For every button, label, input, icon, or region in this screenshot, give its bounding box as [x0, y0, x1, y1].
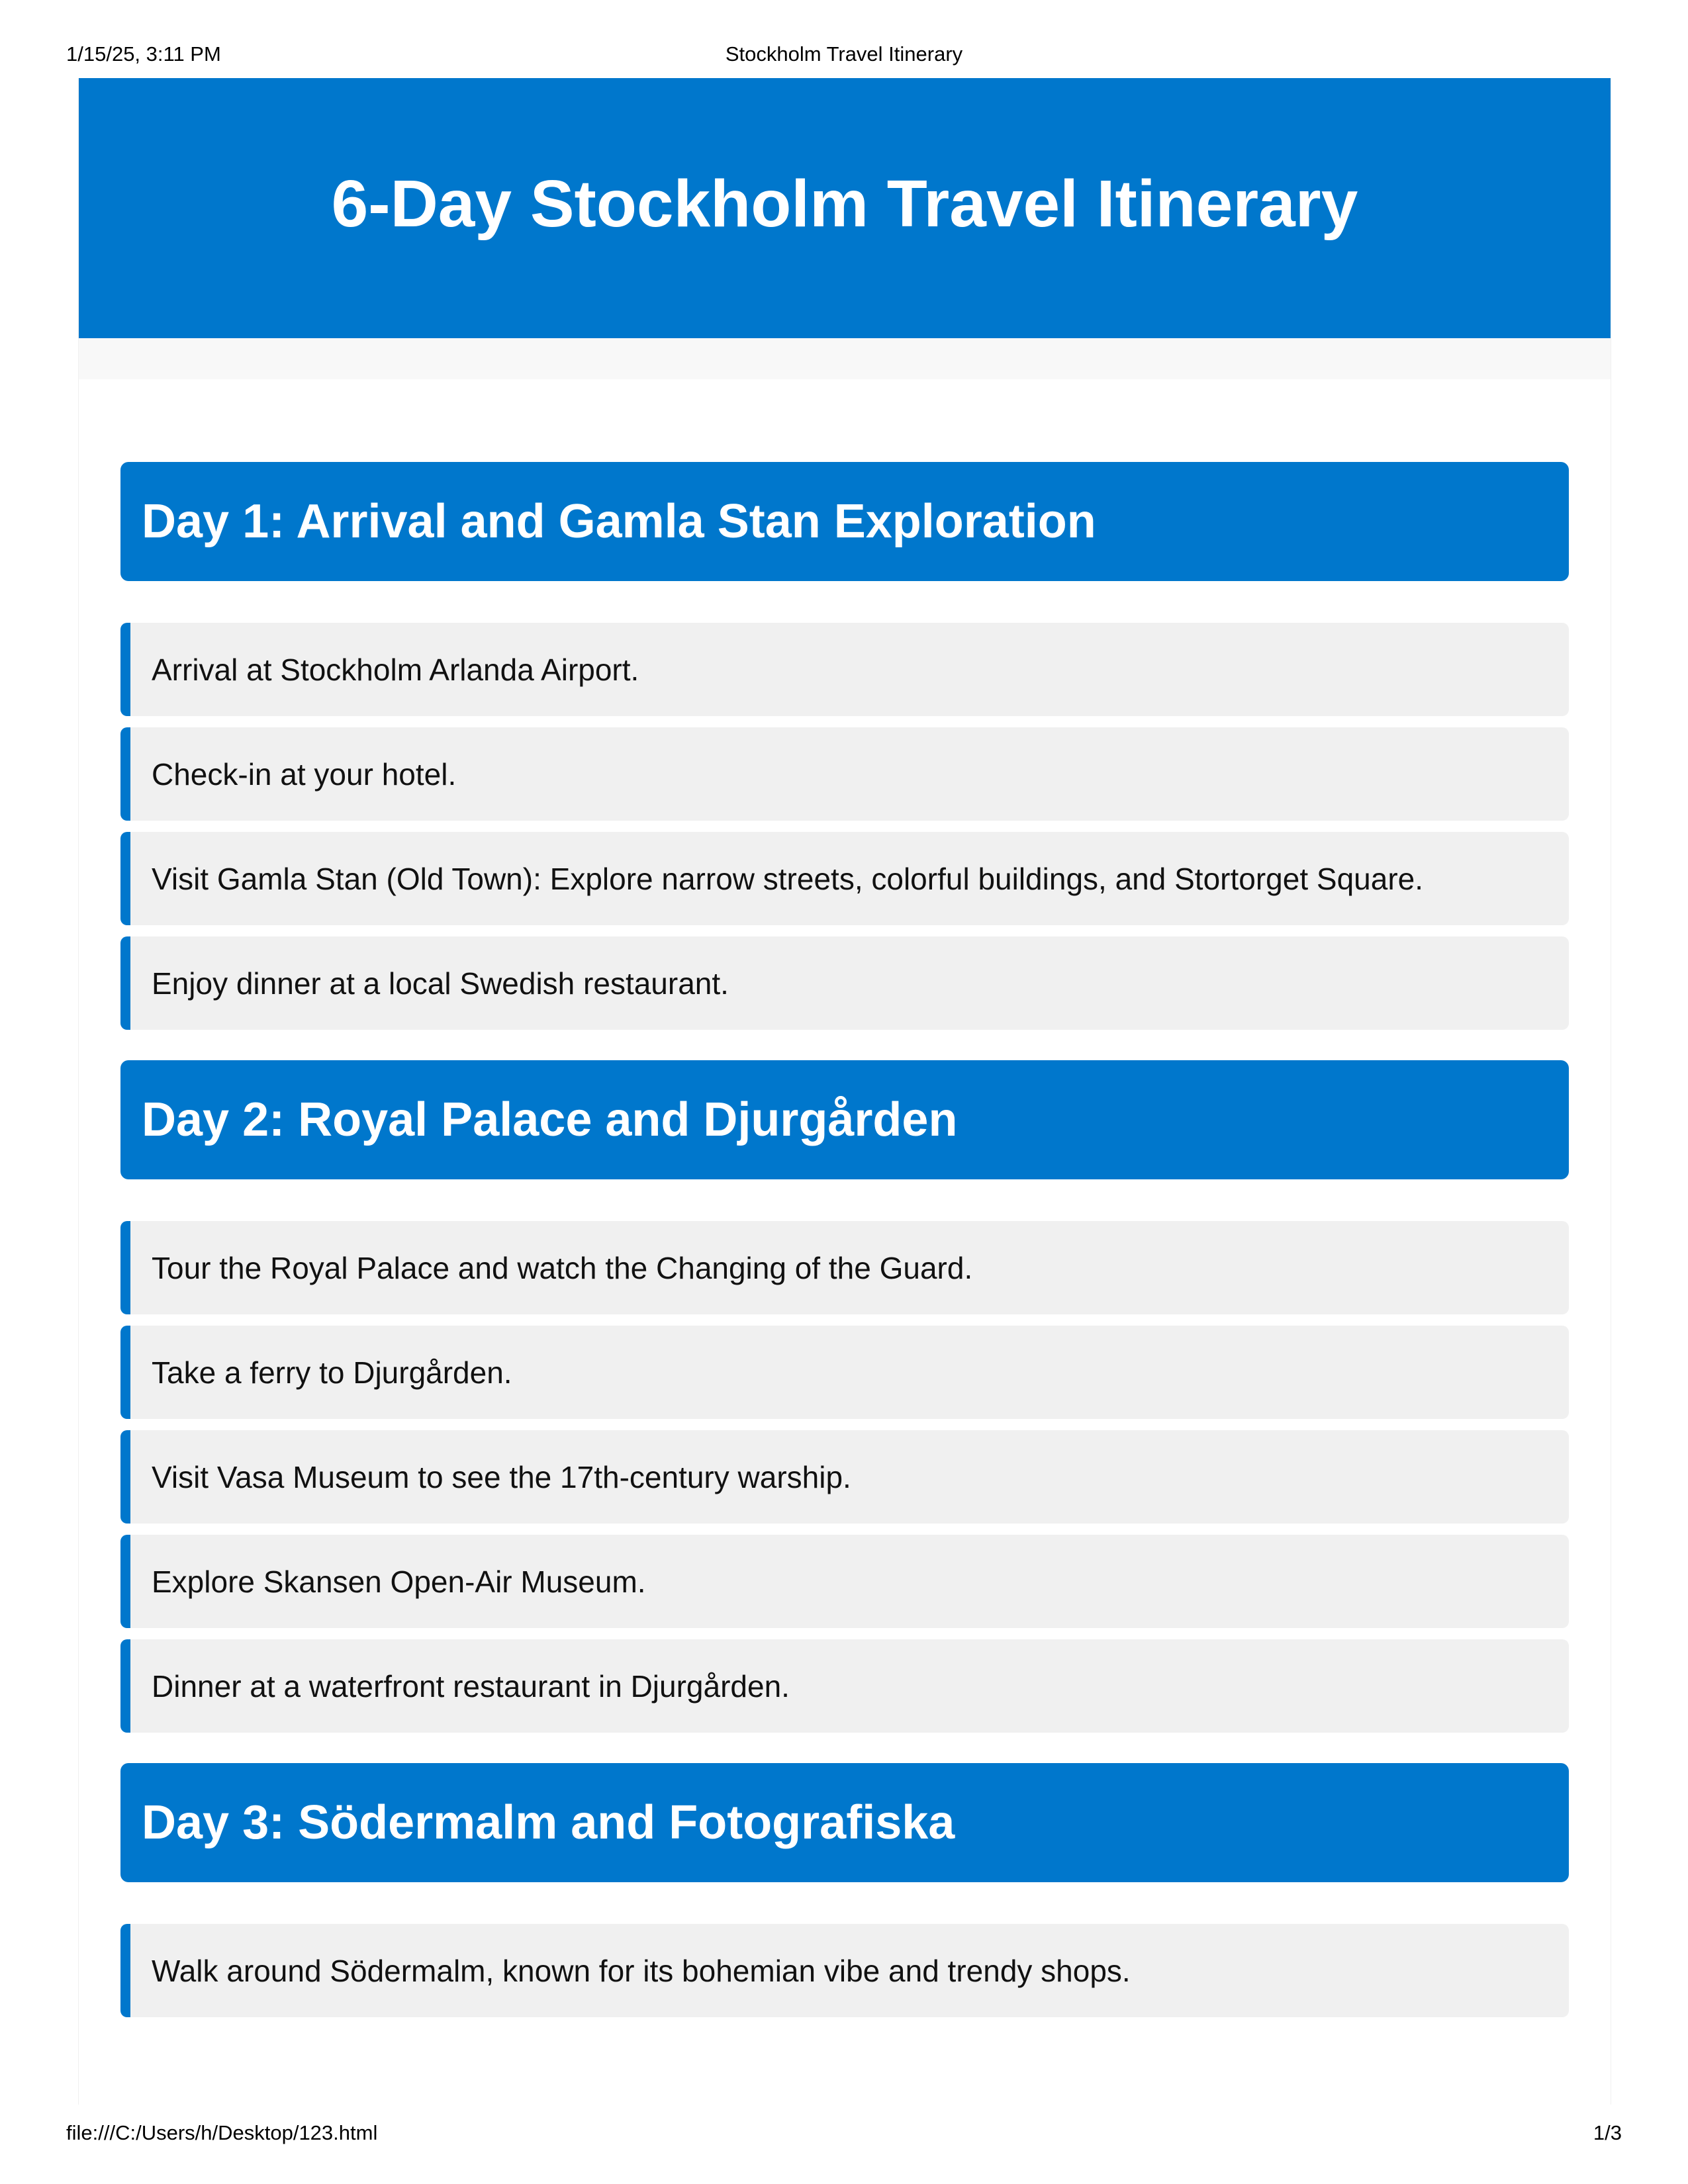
- print-footer: [0, 2121, 1688, 2148]
- day-section-2: [120, 1060, 1569, 1733]
- banner-divider: [79, 338, 1611, 379]
- day-section-3: [120, 1763, 1569, 2017]
- activity-item: Take a ferry to Djurgården.: [120, 1326, 1569, 1419]
- day-section-1: [120, 462, 1569, 1030]
- activity-item: Visit Vasa Museum to see the 17th-century warship.: [120, 1430, 1569, 1524]
- activity-item: Arrival at Stockholm Arlanda Airport.: [120, 623, 1569, 716]
- activity-item: Tour the Royal Palace and watch the Changing of the Guard.: [120, 1221, 1569, 1314]
- activity-item: Dinner at a waterfront restaurant in Djurgården.: [120, 1639, 1569, 1733]
- print-page-number: 1/3: [1593, 2121, 1622, 2144]
- activity-item: Explore Skansen Open-Air Museum.: [120, 1535, 1569, 1628]
- print-file-url: file:///C:/Users/h/Desktop/123.html: [66, 2121, 378, 2144]
- day-header: [120, 1763, 1569, 1882]
- activity-item: Enjoy dinner at a local Swedish restaurant.: [120, 936, 1569, 1030]
- print-header: [0, 42, 1688, 69]
- print-document-title: Stockholm Travel Itinerary: [725, 42, 963, 66]
- itinerary-page: [78, 78, 1611, 2105]
- page-title: 6-Day Stockholm Travel Itinerary: [331, 167, 1358, 241]
- itinerary-content: [120, 462, 1569, 2048]
- day-title: Day 1: Arrival and Gamla Stan Exploration: [142, 495, 1096, 548]
- activity-item: Check-in at your hotel.: [120, 727, 1569, 821]
- page-banner: [79, 78, 1611, 338]
- day-header: [120, 462, 1569, 581]
- print-datetime: 1/15/25, 3:11 PM: [66, 42, 221, 66]
- day-title: Day 2: Royal Palace and Djurgården: [142, 1093, 958, 1146]
- day-header: [120, 1060, 1569, 1179]
- day-title: Day 3: Södermalm and Fotografiska: [142, 1796, 955, 1849]
- activity-item: Visit Gamla Stan (Old Town): Explore narrow streets, colorful buildings, and Stortorget Square.: [120, 832, 1569, 925]
- activity-item: Walk around Södermalm, known for its bohemian vibe and trendy shops.: [120, 1924, 1569, 2017]
